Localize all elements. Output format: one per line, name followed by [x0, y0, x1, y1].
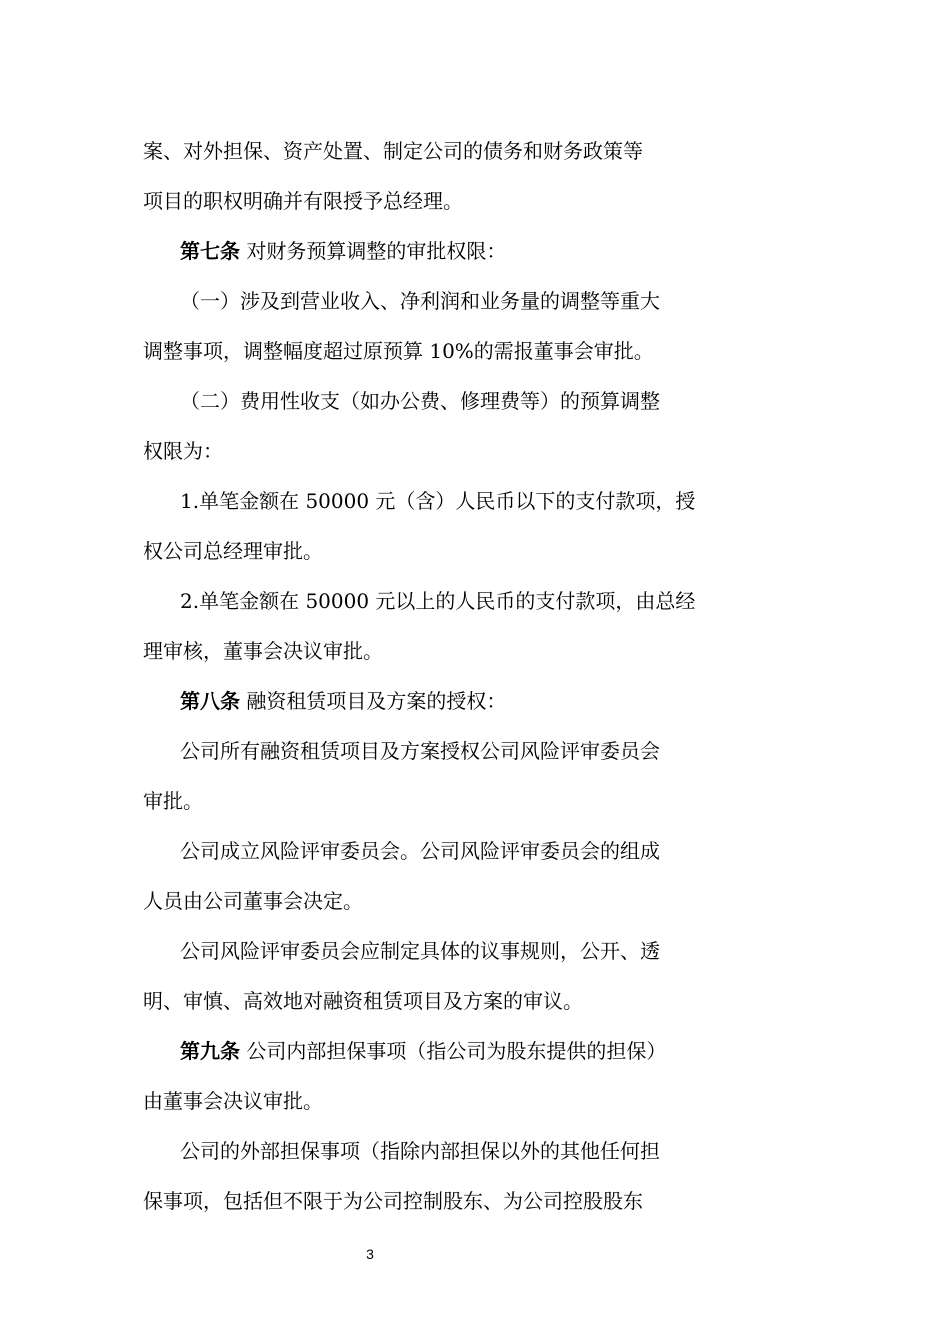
- text-line: [143, 876, 950, 926]
- text-run: 融资租赁项目及方案的授权：: [240, 689, 507, 713]
- text-run: 公司风险评审委员会应制定具体的议事规则，公开、透: [180, 939, 660, 963]
- text-line: [180, 376, 950, 426]
- article-heading: 第七条: [180, 239, 240, 263]
- text-line: [180, 676, 950, 726]
- text-line: [180, 726, 950, 776]
- text-line: [143, 1076, 950, 1126]
- text-run: 公司内部担保事项（指公司为股东提供的担保）: [240, 1039, 667, 1063]
- text-line: [143, 976, 950, 1026]
- text-run: 人员由公司董事会决定。: [143, 889, 363, 913]
- text-run: 1.单笔金额在 50000 元（含）人民币以下的支付款项，授: [180, 489, 696, 513]
- article-heading: 第九条: [180, 1039, 240, 1063]
- text-run: 权公司总经理审批。: [143, 539, 323, 563]
- text-run: （二）费用性收支（如办公费、修理费等）的预算调整: [180, 389, 660, 413]
- text-run: 公司所有融资租赁项目及方案授权公司风险评审委员会: [180, 739, 660, 763]
- text-run: 由董事会决议审批。: [143, 1089, 323, 1113]
- text-line: [180, 476, 950, 526]
- text-run: 理审核，董事会决议审批。: [143, 639, 383, 663]
- text-line: [143, 426, 950, 476]
- text-line: [180, 1026, 950, 1076]
- text-run: 案、对外担保、资产处置、制定公司的债务和财务政策等: [143, 139, 643, 163]
- text-run: 保事项，包括但不限于为公司控制股东、为公司控股股东: [143, 1189, 643, 1213]
- text-run: 审批。: [143, 789, 203, 813]
- text-line: [180, 276, 950, 326]
- text-run: 对财务预算调整的审批权限：: [240, 239, 507, 263]
- text-line: [143, 1176, 950, 1226]
- text-line: [180, 826, 950, 876]
- text-line: [143, 176, 950, 226]
- page-number: 3: [366, 1246, 374, 1262]
- text-run: 明、审慎、高效地对融资租赁项目及方案的审议。: [143, 989, 583, 1013]
- text-line: [143, 526, 950, 576]
- text-line: [143, 776, 950, 826]
- text-run: 公司的外部担保事项（指除内部担保以外的其他任何担: [180, 1139, 660, 1163]
- text-run: 权限为：: [143, 439, 223, 463]
- text-line: [143, 126, 950, 176]
- text-line: [143, 326, 950, 376]
- text-run: （一）涉及到营业收入、净利润和业务量的调整等重大: [180, 289, 660, 313]
- text-line: [180, 926, 950, 976]
- text-line: [180, 576, 950, 626]
- text-line: [143, 626, 950, 676]
- text-run: 项目的职权明确并有限授予总经理。: [143, 189, 463, 213]
- text-run: 调整事项，调整幅度超过原预算 10%的需报董事会审批。: [143, 339, 654, 363]
- text-run: 2.单笔金额在 50000 元以上的人民币的支付款项，由总经: [180, 589, 696, 613]
- text-line: [180, 226, 950, 276]
- article-heading: 第八条: [180, 689, 240, 713]
- text-line: [180, 1126, 950, 1176]
- text-run: 公司成立风险评审委员会。公司风险评审委员会的组成: [180, 839, 660, 863]
